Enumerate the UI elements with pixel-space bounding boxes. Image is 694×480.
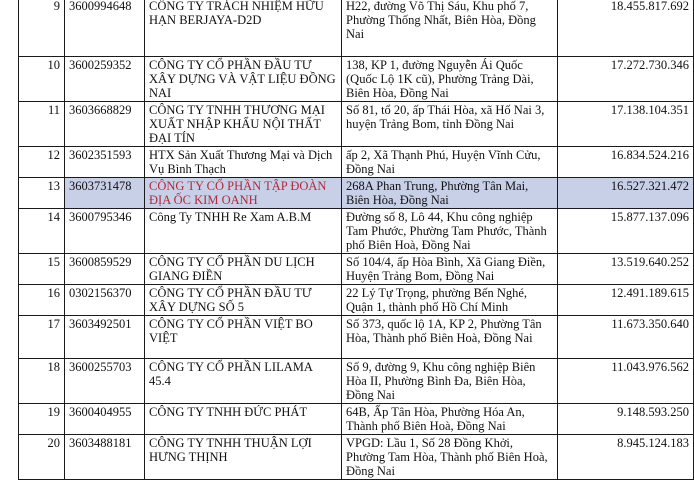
row-number: 16: [19, 285, 65, 316]
company-address: Số 373, quốc lộ 1A, KP 2, Phường Tân Hòa, Thành phố Biên Hoà, Đồng Nai: [342, 316, 558, 359]
tax-code: 3600859529: [65, 254, 145, 285]
company-name: CÔNG TY TNHH THƯƠNG MẠI XUẤT NHẬP KHẨU NỘI THẤT ĐẠI TÍN: [145, 102, 342, 147]
table-row: [19, 57, 694, 102]
tax-code: 3600404955: [65, 404, 145, 435]
debt-amount: 12.491.189.615: [558, 285, 694, 316]
company-name: CÔNG TY TNHH THUẬN LỢI HƯNG THỊNH: [145, 435, 342, 480]
row-number: 10: [19, 57, 65, 102]
table-row-highlighted: [19, 178, 694, 209]
company-address: VPGD: Lầu 1, Số 28 Đồng Khởi, Phường Tam Hòa, Thành phố Biên Hoà, Đồng Nai: [342, 435, 558, 480]
company-address: 22 Lý Tự Trọng, phường Bến Nghé, Quận 1, thành phố Hồ Chí Minh: [342, 285, 558, 316]
tax-code: 0302156370: [65, 285, 145, 316]
tax-code: 3603668829: [65, 102, 145, 147]
table-row: [19, 147, 694, 178]
row-number: 14: [19, 209, 65, 254]
table-row: [19, 254, 694, 285]
debt-amount: 11.043.976.562: [558, 359, 694, 404]
company-address: 268A Phan Trung, Phường Tân Mai, Biên Hòa, Đồng Nai: [342, 178, 558, 209]
row-number: 17: [19, 316, 65, 359]
row-number: 13: [19, 178, 65, 209]
table-row: [19, 316, 694, 359]
tax-code: 3600994648: [65, 0, 145, 57]
row-number: 9: [19, 0, 65, 57]
company-name: CÔNG TY CỔ PHẦN TẬP ĐOÀN ĐỊA ỐC KIM OANH: [145, 178, 342, 209]
company-address: Số 81, tổ 20, ấp Thái Hòa, xã Hố Nai 3, huyện Trảng Bom, tỉnh Đồng Nai: [342, 102, 558, 147]
company-address: H22, đường Võ Thị Sáu, Khu phố 7, Phường Thống Nhất, Biên Hòa, Đồng Nai: [342, 0, 558, 57]
table-row: [19, 359, 694, 404]
table-row: [19, 0, 694, 57]
debt-amount: 18.455.817.692: [558, 0, 694, 57]
debt-amount: 16.527.321.472: [558, 178, 694, 209]
debt-amount: 17.272.730.346: [558, 57, 694, 102]
tax-code: 3603488181: [65, 435, 145, 480]
company-name: CÔNG TY CỔ PHẦN ĐẦU TƯ XÂY DỰNG SỐ 5: [145, 285, 342, 316]
row-number: 11: [19, 102, 65, 147]
tax-code: 3603492501: [65, 316, 145, 359]
company-name: CÔNG TY CỔ PHẦN VIỆT BO VIỆT: [145, 316, 342, 359]
company-address: 64B, Ấp Tân Hòa, Phường Hóa An, Thành phố Biên Hoà, Đồng Nai: [342, 404, 558, 435]
debt-amount: 8.945.124.183: [558, 435, 694, 480]
tax-code: 3602351593: [65, 147, 145, 178]
company-name: CÔNG TY CỔ PHẦN ĐẦU TƯ XÂY DỰNG VÀ VẬT LIỆU ĐỒNG NAI: [145, 57, 342, 102]
row-number: 12: [19, 147, 65, 178]
tax-code: 3600795346: [65, 209, 145, 254]
company-address: ấp 2, Xã Thạnh Phú, Huyện Vĩnh Cửu, Đồng Nai: [342, 147, 558, 178]
debt-amount: 9.148.593.250: [558, 404, 694, 435]
table-row: [19, 102, 694, 147]
debt-amount: 11.673.350.640: [558, 316, 694, 359]
tax-debt-table: [18, 0, 694, 480]
tax-code: 3600255703: [65, 359, 145, 404]
table-row: [19, 435, 694, 480]
company-address: Số 9, đường 9, Khu công nghiệp Biên Hòa II, Phường Bình Đa, Biên Hòa, Đồng Nai: [342, 359, 558, 404]
table-row: [19, 285, 694, 316]
tax-code: 3603731478: [65, 178, 145, 209]
debt-amount: 16.834.524.216: [558, 147, 694, 178]
row-number: 19: [19, 404, 65, 435]
company-name: CÔNG TY TRÁCH NHIỆM HỮU HẠN BERJAYA-D2D: [145, 0, 342, 57]
company-name: CÔNG TY CỔ PHẦN DU LỊCH GIANG ĐIỀN: [145, 254, 342, 285]
company-name: CÔNG TY TNHH ĐỨC PHÁT: [145, 404, 342, 435]
tax-code: 3600259352: [65, 57, 145, 102]
table-row: [19, 404, 694, 435]
debt-amount: 17.138.104.351: [558, 102, 694, 147]
company-address: 138, KP 1, đường Nguyễn Ái Quốc (Quốc Lộ 1K cũ), Phường Trảng Dài, Biên Hòa, Đồng Nai: [342, 57, 558, 102]
row-number: 15: [19, 254, 65, 285]
debt-amount: 13.519.640.252: [558, 254, 694, 285]
table-row: [19, 209, 694, 254]
company-address: Đường số 8, Lô 44, Khu công nghiệp Tam Phước, Phường Tam Phước, Thành phố Biên Hoà, Đồng Nai: [342, 209, 558, 254]
company-name: HTX Sản Xuất Thương Mại và Dịch Vụ Bình Thạch: [145, 147, 342, 178]
row-number: 18: [19, 359, 65, 404]
company-name: Công Ty TNHH Re Xam A.B.M: [145, 209, 342, 254]
debt-amount: 15.877.137.096: [558, 209, 694, 254]
company-name: CÔNG TY CỔ PHẦN LILAMA 45.4: [145, 359, 342, 404]
company-address: Số 104/4, ấp Hòa Bình, Xã Giang Điền, Huyện Trảng Bom, Đồng Nai: [342, 254, 558, 285]
row-number: 20: [19, 435, 65, 480]
